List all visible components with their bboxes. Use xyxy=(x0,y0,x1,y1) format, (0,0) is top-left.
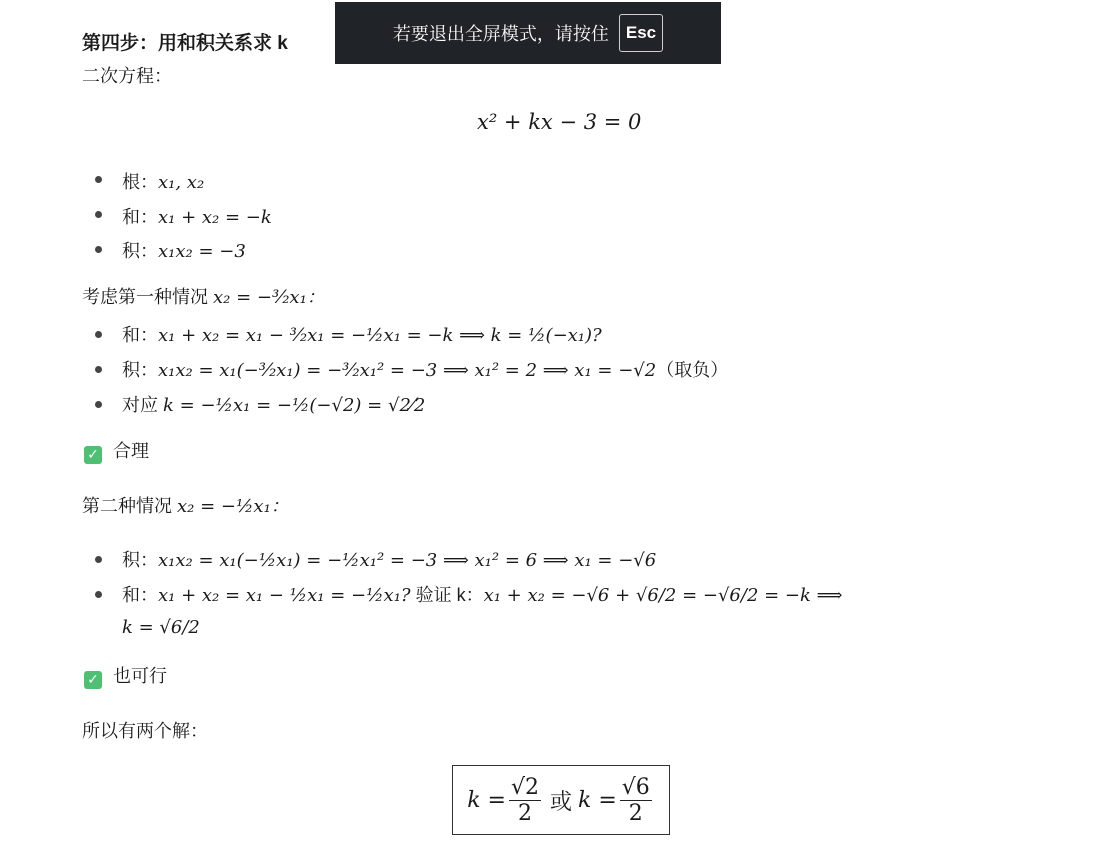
bullet xyxy=(95,401,102,408)
list-item: 和：x₁ + x₂ = −k xyxy=(122,207,272,228)
bullet xyxy=(95,246,102,253)
list-item-continuation: k = √6/2 xyxy=(122,617,200,638)
bullet xyxy=(95,556,102,563)
list-item: 积：x₁x₂ = −3 xyxy=(122,241,246,262)
bullet xyxy=(95,366,102,373)
quadratic-label: 二次方程： xyxy=(82,66,172,86)
list-item: 根：x₁, x₂ xyxy=(122,172,205,193)
bullet xyxy=(95,591,102,598)
list-item: 和：x₁ + x₂ = x₁ − ½x₁ = −½x₁? 验证 k：x₁ + x₂ = −√6 + √6/2 = −√6/2 = −k ⟹ xyxy=(122,585,843,606)
conclusion-label: 所以有两个解： xyxy=(82,721,208,741)
list-item: 和：x₁ + x₂ = x₁ − ³⁄₂x₁ = −½x₁ = −k ⟹ k = ½(−x₁)? xyxy=(122,325,602,346)
checkmark-icon: ✓ xyxy=(84,671,102,689)
step-heading: 第四步：用和积关系求 k xyxy=(82,33,288,54)
case2-intro: 第二种情况 x₂ = −½x₁： xyxy=(82,496,289,517)
case1-intro: 考虑第一种情况 x₂ = −³⁄₂x₁： xyxy=(82,287,325,308)
quadratic-equation: x² + kx − 3 = 0 xyxy=(477,110,642,134)
final-answer-box: k = $\frac{√2}{2}$ 或 k = $\frac{√6}{2}$ xyxy=(452,765,670,835)
toast-message: 若要退出全屏模式，请按住 xyxy=(392,24,609,44)
bullet xyxy=(95,211,102,218)
bullet xyxy=(95,331,102,338)
case1-verdict: ✓ 合理 xyxy=(84,437,149,464)
esc-key-hint: Esc xyxy=(619,14,663,52)
bullet xyxy=(95,176,102,183)
fraction: $\frac{√6}{2}$ xyxy=(621,774,650,826)
fraction: $\frac{√2}{2}$ xyxy=(510,774,539,826)
list-item: 积：x₁x₂ = x₁(−³⁄₂x₁) = −³⁄₂x₁² = −3 ⟹ x₁² = 2 ⟹ x₁ = −√2（取负） xyxy=(122,360,729,381)
checkmark-icon: ✓ xyxy=(84,446,102,464)
list-item: 积：x₁x₂ = x₁(−½x₁) = −½x₁² = −3 ⟹ x₁² = 6 ⟹ x₁ = −√6 xyxy=(122,550,657,571)
list-item: 对应 k = −½x₁ = −½(−√2) = √2⁄2 xyxy=(122,395,426,416)
case2-verdict: ✓ 也可行 xyxy=(84,662,167,689)
fullscreen-exit-toast xyxy=(335,2,721,64)
